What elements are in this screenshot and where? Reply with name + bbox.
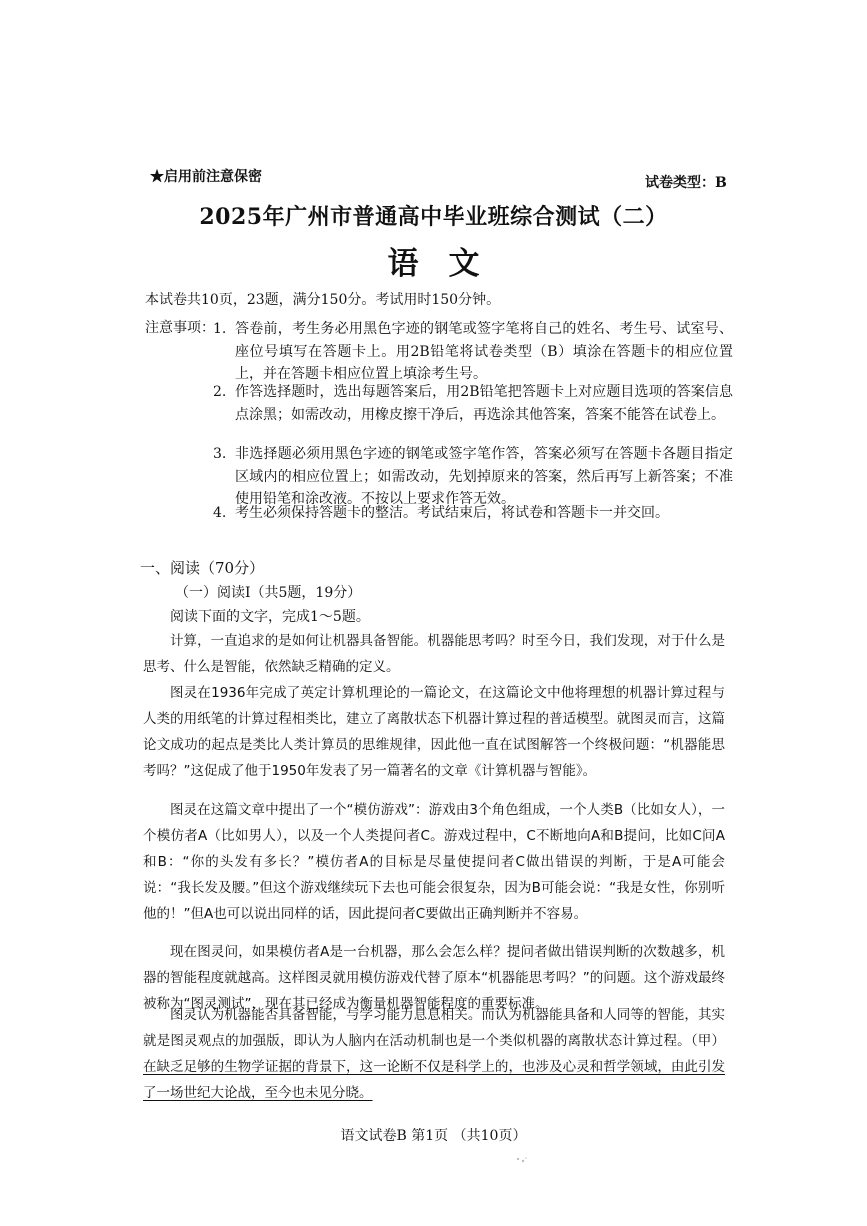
passage-paragraph: 图灵在1936年完成了英定计算机理论的一篇论文，在这篇论文中他将理想的机器计算过程与人类的用纸笔的计算过程相类比，建立了离散状态下机器计算过程的普适模型。就图灵而言，这篇论文成功的起点是类比人类计算员的思维规律，因此他一直在试图解答一个终极问题：“机器能思考吗？”这促成了他于1950年发表了另一篇著名的文章《计算机器与智能》。: [143, 685, 725, 779]
note-item: [213, 443, 733, 511]
note-text: 非选择题必须用黑色字迹的钢笔或签字笔作答，答案必须写在答题卡各题目指定区域内的相应位置上；如需改动，先划掉原来的答案，然后再写上新答案；不准使用铅笔和涂改液。不按以上要求作答无效。: [235, 446, 733, 507]
confidential-label: ★启用前注意保密: [150, 169, 262, 185]
note-number: 4.: [213, 505, 227, 521]
passage-paragraph: [143, 1002, 725, 1106]
note-text: 作答选择题时，选出每题答案后，用2B铅笔把答题卡上对应题目选项的答案信息点涂黑；如需改动，用橡皮擦干净后，再选涂其他答案，答案不能答在试卷上。: [235, 384, 733, 423]
paragraph-text: 图灵认为机器能否具备智能，与学习能力息息相关。而认为机器能具备和人同等的智能，其实就是图灵观点的加强版，即认为人脑内在活动机制也是一个类似机器的离散状态计算过程。（甲）: [143, 1007, 725, 1049]
subsection-heading: （一）阅读Ⅰ（共5题，19分）: [175, 585, 362, 601]
paper-type-label: 试卷类型：B: [645, 175, 727, 191]
passage-paragraph: 现在图灵问，如果模仿者A是一台机器，那么会怎么样？提问者做出错误判断的次数越多，机器的智能程度就越高。这样图灵就用模仿游戏代替了原本“机器能思考吗？”的问题。这个游戏最终被称为“图灵测试”，现在其已经成为衡量机器智能程度的重要标准。: [143, 944, 725, 1012]
note-item: [213, 318, 733, 386]
underlined-sentence: 在缺乏足够的生物学证据的背景下，这一论断不仅是科学上的，也涉及心灵和哲学领域，由此引发了一场世纪大论战，至今也未见分晓。: [143, 1059, 725, 1101]
section-heading: 一、阅读（70分）: [140, 559, 265, 577]
note-number: 1.: [213, 321, 227, 337]
note-text: 考生必须保持答题卡的整洁。考试结束后，将试卷和答题卡一并交回。: [235, 505, 669, 521]
note-text: 答卷前，考生务必用黑色字迹的钢笔或签字笔将自己的姓名、考生号、试室号、座位号填写在答题卡上。用2B铅笔将试卷类型（B）填涂在答题卡的相应位置上，并在答题卡相应位置上填涂考生号。: [235, 321, 733, 382]
page-footer: 语文试卷B 第1页 （共10页）: [340, 1128, 527, 1144]
subject-title: 语文: [387, 246, 510, 282]
note-item: [213, 381, 733, 426]
passage-paragraph: 图灵在这篇文章中提出了一个“模仿游戏”：游戏由3个角色组成，一个人类B（比如女人），一个模仿者A（比如男人），以及一个人类提问者C。游戏过程中，C不断地向A和B提问，比如C问A和B：“你的头发有多长？”模仿者A的目标是尽量使提问者C做出错误的判断，于是A可能会说：“我长发及腰。”但这个游戏继续玩下去也可能会很复杂，因为B可能会说：“我是女性，你别听他的！”但A也可以说出同样的话，因此提问者C要做出正确判断并不容易。: [143, 802, 725, 922]
reading-instruction: 阅读下面的文字，完成1～5题。: [170, 609, 370, 625]
exam-title: 2025年广州市普通高中毕业班综合测试（二）: [199, 204, 668, 230]
scan-speck: [515, 1155, 529, 1165]
notes-label: 注意事项：: [145, 320, 215, 336]
exam-info: 本试卷共10页，23题，满分150分。考试用时150分钟。: [145, 292, 501, 308]
note-number: 2.: [213, 384, 227, 400]
passage-paragraph: 计算，一直追求的是如何让机器具备智能。机器能思考吗？时至今日，我们发现，对于什么是思考、什么是智能，依然缺乏精确的定义。: [143, 633, 725, 675]
note-number: 3.: [213, 446, 227, 462]
note-item: [213, 502, 733, 525]
